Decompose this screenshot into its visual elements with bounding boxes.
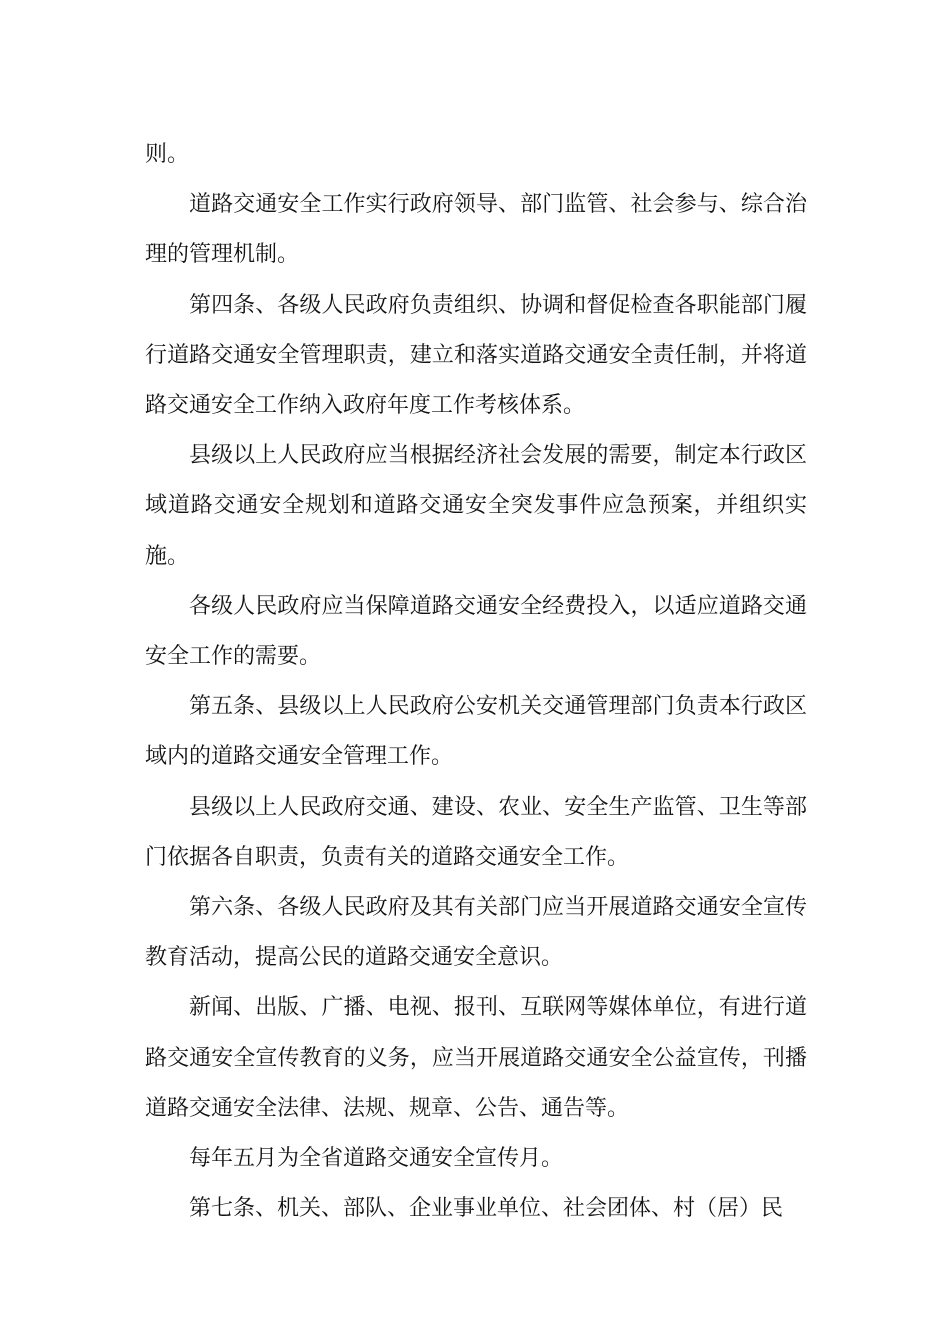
paragraph-article-4: 第四条、各级人民政府负责组织、协调和督促检查各职能部门履行道路交通安全管理职责，建立和落实道路交通安全责任制，并将道路交通安全工作纳入政府年度工作考核体系。 bbox=[145, 292, 807, 419]
paragraph: 每年五月为全省道路交通安全宣传月。 bbox=[189, 1146, 564, 1172]
paragraph: 各级人民政府应当保障道路交通安全经费投入，以适应道路交通安全工作的需要。 bbox=[145, 593, 807, 670]
paragraph-continuation: 则。 bbox=[145, 142, 190, 167]
paragraph-article-6: 第六条、各级人民政府及其有关部门应当开展道路交通安全宣传教育活动，提高公民的道路交通安全意识。 bbox=[145, 895, 807, 971]
paragraph-article-7: 第七条、机关、部队、企业事业单位、社会团体、村（居）民 bbox=[189, 1196, 784, 1222]
document-body bbox=[145, 130, 807, 1234]
paragraph: 道路交通安全工作实行政府领导、部门监管、社会参与、综合治理的管理机制。 bbox=[145, 192, 807, 268]
paragraph-article-5: 第五条、县级以上人民政府公安机关交通管理部门负责本行政区域内的道路交通安全管理工作。 bbox=[145, 694, 807, 770]
paragraph: 新闻、出版、广播、电视、报刊、互联网等媒体单位，有进行道路交通安全宣传教育的义务，应当开展道路交通安全公益宣传，刊播道路交通安全法律、法规、规章、公告、通告等。 bbox=[145, 995, 807, 1121]
paragraph: 县级以上人民政府交通、建设、农业、安全生产监管、卫生等部门依据各自职责，负责有关的道路交通安全工作。 bbox=[145, 794, 807, 870]
paragraph: 县级以上人民政府应当根据经济社会发展的需要，制定本行政区域道路交通安全规划和道路交通安全突发事件应急预案，并组织实施。 bbox=[145, 443, 807, 569]
